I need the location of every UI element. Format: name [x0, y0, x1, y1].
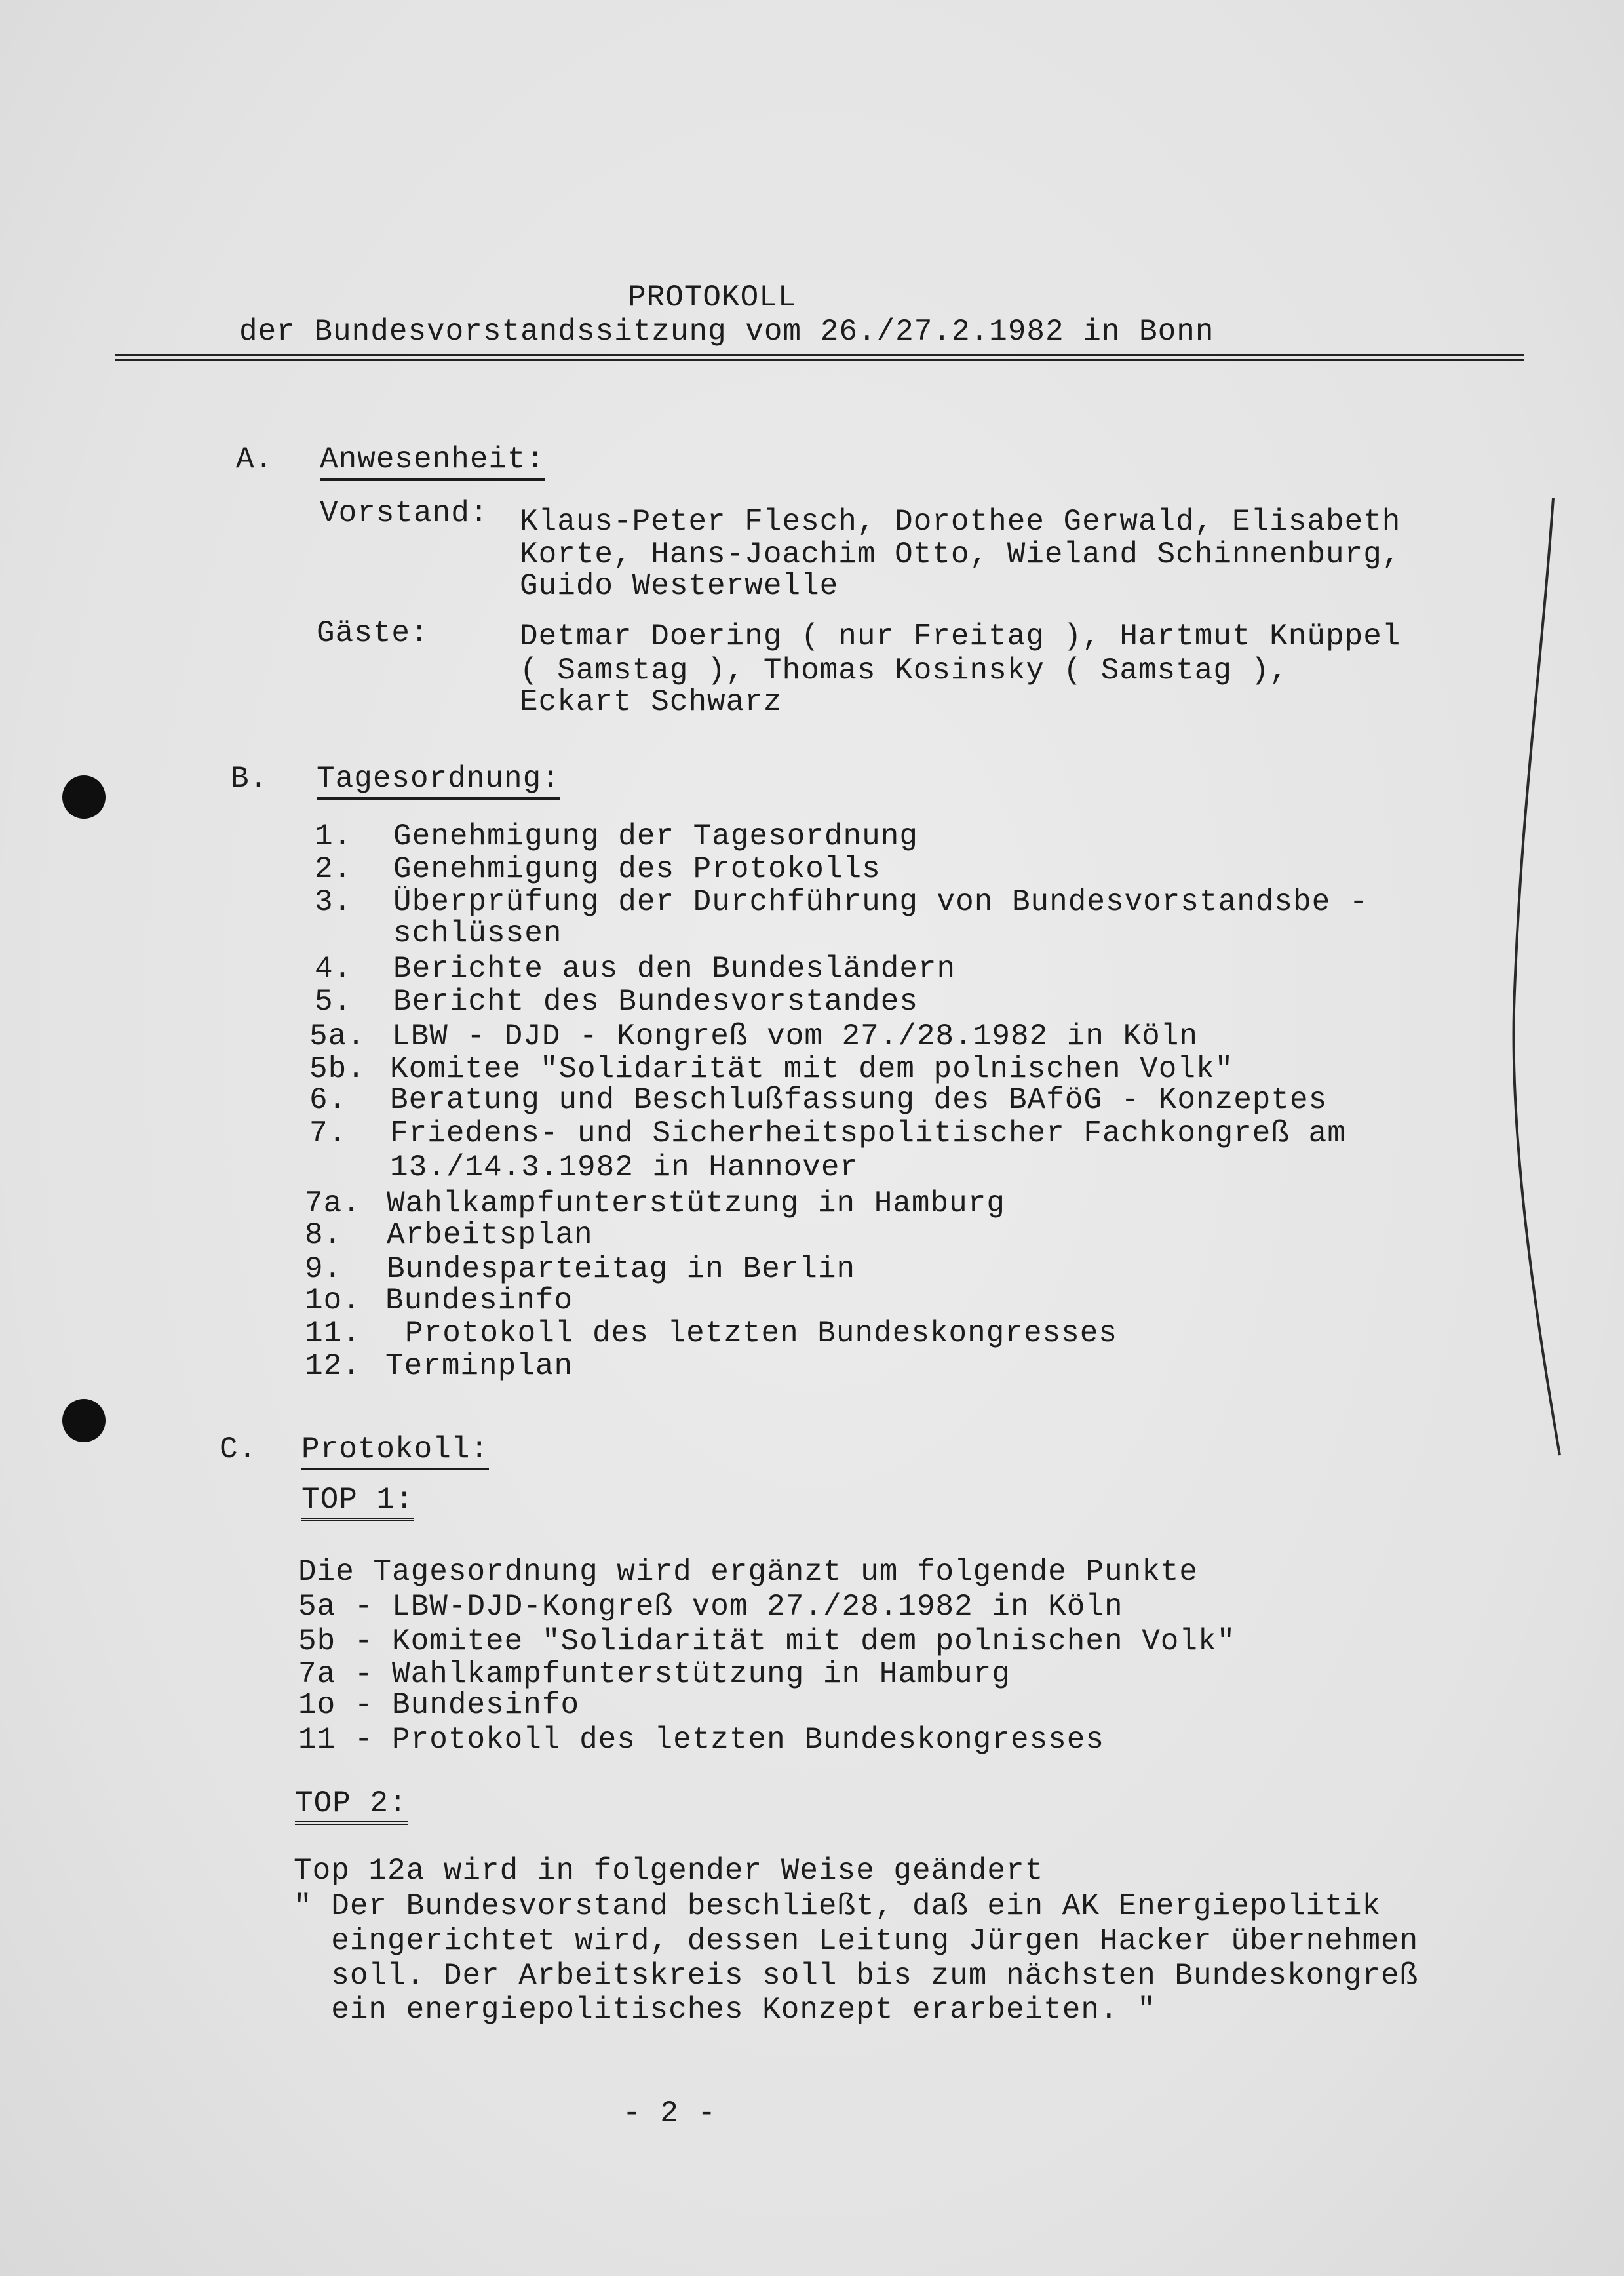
- agenda-num: 6.: [309, 1083, 347, 1117]
- gaeste-label: Gäste:: [317, 616, 429, 650]
- agenda-text: Beratung und Beschlußfassung des BAföG - Konzeptes: [390, 1083, 1328, 1117]
- agenda-num: 2.: [315, 852, 353, 886]
- agenda-num: 9.: [305, 1252, 343, 1286]
- gaeste-line-3: Eckart Schwarz: [520, 685, 783, 719]
- top2-line: ein energiepolitisches Konzept erarbeiten. ": [294, 1993, 1156, 2027]
- section-c-heading: Protokoll:: [301, 1432, 489, 1470]
- top2-line: Top 12a wird in folgender Weise geändert: [294, 1854, 1044, 1888]
- top2-line: eingerichtet wird, dessen Leitung Jürgen Hacker übernehmen: [294, 1924, 1419, 1958]
- top2-line: " Der Bundesvorstand beschließt, daß ein AK Energiepolitik: [294, 1889, 1382, 1923]
- agenda-text: Berichte aus den Bundesländern: [393, 952, 956, 986]
- agenda-num: 5.: [315, 985, 353, 1019]
- agenda-text: Genehmigung des Protokolls: [393, 852, 881, 886]
- top1-heading: TOP 1:: [301, 1483, 414, 1521]
- gaeste-line-2: ( Samstag ), Thomas Kosinsky ( Samstag ),: [520, 654, 1288, 688]
- vorstand-label: Vorstand:: [320, 496, 489, 530]
- margin-pencil-mark: [1494, 485, 1573, 1468]
- vorstand-line-2: Korte, Hans-Joachim Otto, Wieland Schinnenburg,: [520, 538, 1401, 572]
- vorstand-line-3: Guido Westerwelle: [520, 569, 839, 603]
- top1-line: 11 - Protokoll des letzten Bundeskongresses: [298, 1723, 1104, 1757]
- agenda-text: Wahlkampfunterstützung in Hamburg: [387, 1187, 1005, 1221]
- agenda-text: Terminplan: [385, 1349, 573, 1383]
- section-a-marker: A.: [236, 442, 274, 477]
- agenda-text: LBW - DJD - Kongreß vom 27./28.1982 in Köln: [392, 1019, 1198, 1053]
- agenda-text: Komitee "Solidarität mit dem polnischen Volk": [390, 1052, 1234, 1086]
- section-a-heading: Anwesenheit:: [320, 442, 545, 481]
- agenda-num: 5a.: [309, 1019, 366, 1053]
- agenda-num: 3.: [315, 885, 353, 919]
- top1-line: Die Tagesordnung wird ergänzt um folgende Punkte: [298, 1555, 1199, 1589]
- agenda-num: 1o.: [305, 1284, 361, 1318]
- agenda-text: Genehmigung der Tagesordnung: [393, 819, 918, 854]
- agenda-num: 11.: [305, 1316, 361, 1350]
- agenda-text: 13./14.3.1982 in Hannover: [390, 1150, 859, 1185]
- gaeste-line-1: Detmar Doering ( nur Freitag ), Hartmut Knüppel: [520, 619, 1401, 654]
- top1-line: 5a - LBW-DJD-Kongreß vom 27./28.1982 in Köln: [298, 1590, 1123, 1624]
- agenda-text: Bundesparteitag in Berlin: [387, 1252, 856, 1286]
- agenda-num: 7a.: [305, 1187, 361, 1221]
- document-subtitle: der Bundesvorstandssitzung vom 26./27.2.1982 in Bonn: [239, 315, 1214, 349]
- agenda-num: 4.: [315, 952, 353, 986]
- header-double-rule: [115, 354, 1524, 361]
- top1-line: 7a - Wahlkampfunterstützung in Hamburg: [298, 1657, 1011, 1691]
- agenda-text: Überprüfung der Durchführung von Bundesvorstandsbe -: [393, 885, 1368, 919]
- top1-line: 1o - Bundesinfo: [298, 1688, 580, 1722]
- top1-line: 5b - Komitee "Solidarität mit dem polnischen Volk": [298, 1624, 1236, 1658]
- agenda-num: 12.: [305, 1349, 361, 1383]
- top2-heading: TOP 2:: [295, 1786, 408, 1825]
- section-c-marker: C.: [220, 1432, 258, 1466]
- agenda-text: Friedens- und Sicherheitspolitischer Fachkongreß am: [390, 1116, 1346, 1150]
- punch-hole-top: [62, 775, 106, 819]
- top2-line: soll. Der Arbeitskreis soll bis zum nächsten Bundeskongreß: [294, 1959, 1419, 1993]
- agenda-num: 7.: [309, 1116, 347, 1150]
- punch-hole-bottom: [62, 1399, 106, 1442]
- agenda-num: 8.: [305, 1218, 343, 1252]
- agenda-text: Protokoll des letzten Bundeskongresses: [405, 1316, 1117, 1350]
- agenda-text: Arbeitsplan: [387, 1218, 593, 1252]
- section-b-heading: Tagesordnung:: [317, 762, 560, 800]
- page-number: - 2 -: [623, 2096, 717, 2130]
- agenda-num: 1.: [315, 819, 353, 854]
- agenda-num: 5b.: [309, 1052, 366, 1086]
- document-title: PROTOKOLL: [628, 281, 797, 315]
- agenda-text: Bericht des Bundesvorstandes: [393, 985, 918, 1019]
- agenda-text: Bundesinfo: [385, 1284, 573, 1318]
- agenda-text: schlüssen: [393, 916, 562, 951]
- vorstand-line-1: Klaus-Peter Flesch, Dorothee Gerwald, Elisabeth: [520, 505, 1401, 539]
- section-b-marker: B.: [231, 762, 269, 796]
